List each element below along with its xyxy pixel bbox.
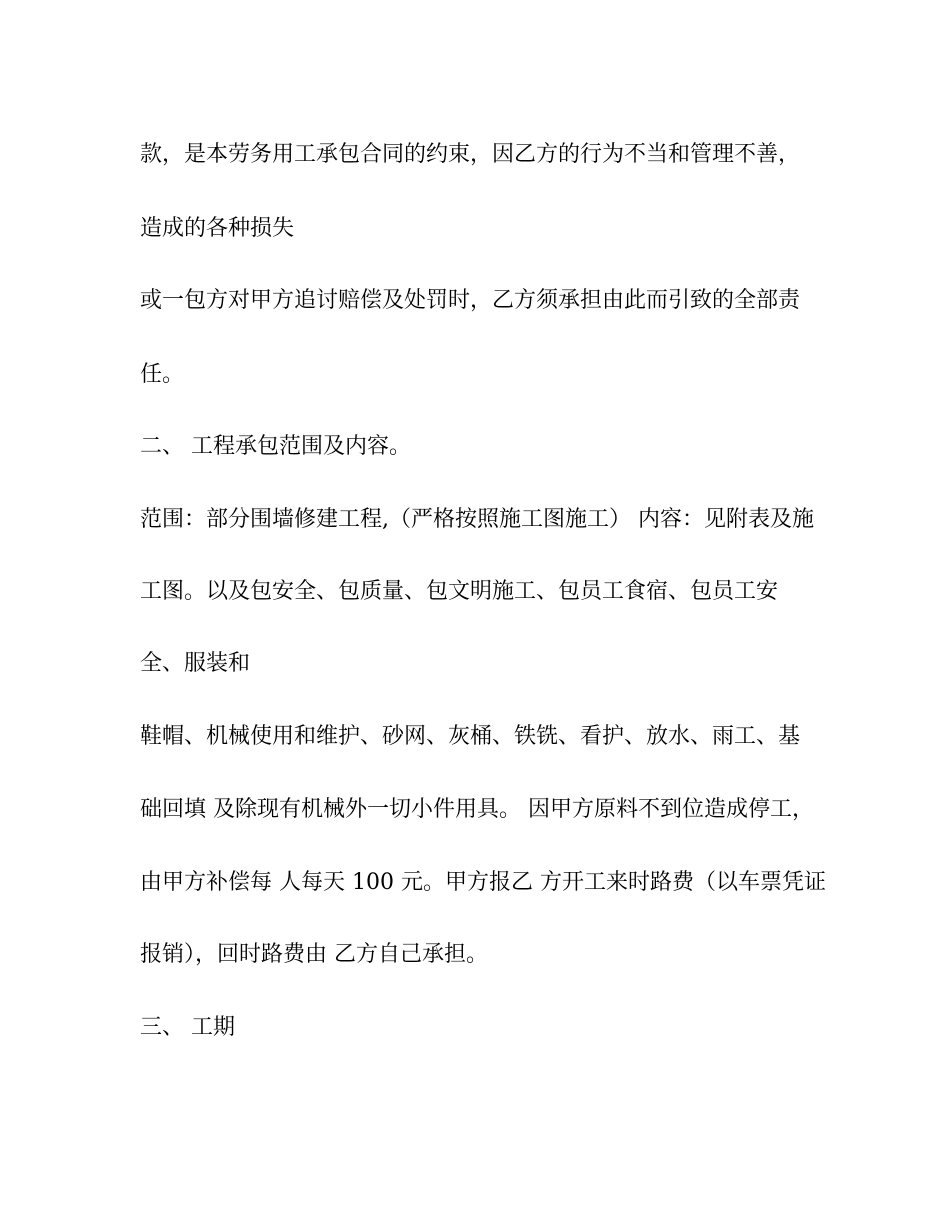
paragraph-line: 范围：部分围墙修建工程,（严格按照施工图施工） 内容：见附表及施 bbox=[140, 507, 814, 532]
paragraph-line: 款，是本劳务用工承包合同的约束，因乙方的行为不当和管理不善， bbox=[140, 142, 801, 167]
paragraph-line: 全、服装和 bbox=[140, 651, 251, 676]
section-heading: 三、 工期 bbox=[140, 1015, 235, 1040]
paragraph-line: 鞋帽、机械使用和维护、砂网、灰桶、铁铣、看护、放水、雨工、基 bbox=[140, 724, 801, 749]
paragraph-line: 础回填 及除现有机械外一切小件用具。 因甲方原料不到位造成停工， bbox=[140, 797, 814, 822]
section-heading: 二、 工程承包范围及内容。 bbox=[140, 434, 411, 459]
paragraph-line: 报销），回时路费由 乙方自己承担。 bbox=[140, 942, 488, 967]
paragraph-line: 任。 bbox=[140, 362, 185, 387]
paragraph-line: 造成的各种损失 bbox=[140, 216, 295, 241]
paragraph-line: 或一包方对甲方追讨赔偿及处罚时，乙方须承担由此而引致的全部责 bbox=[140, 288, 801, 313]
paragraph-line: 由甲方补偿每 人每天 100 元。甲方报乙 方开工来时路费（以车票凭证 bbox=[140, 870, 826, 895]
paragraph-line: 工图。以及包安全、包质量、包文明施工、包员工食宿、包员工安 bbox=[140, 579, 779, 604]
